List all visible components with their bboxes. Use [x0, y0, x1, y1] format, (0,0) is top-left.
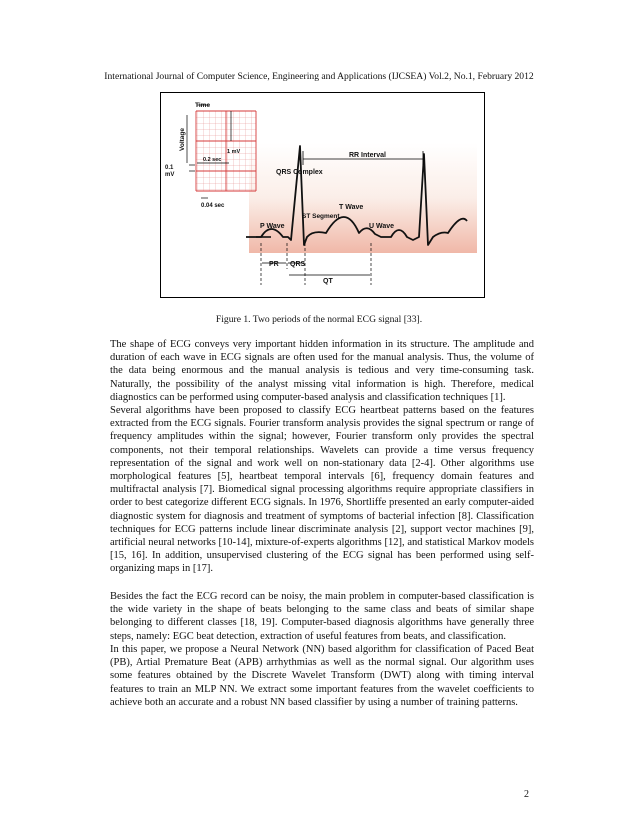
ecg-diagram — [161, 93, 485, 298]
pr-interval-label: PR — [269, 261, 279, 268]
st-segment-label: ST Segment — [302, 213, 340, 220]
page-number: 2 — [524, 789, 529, 800]
rr-interval-label: RR Interval — [349, 152, 386, 159]
one-mv-label: 1 mV — [227, 149, 241, 155]
qrs-duration-label: QRS — [290, 261, 306, 268]
figure-caption: Figure 1. Two periods of the normal ECG signal [33]. — [215, 314, 423, 325]
qrs-complex-label: QRS Complex — [276, 169, 323, 176]
running-header: International Journal of Computer Science, Engineering and Applications (IJCSEA) Vol.2, No.1, February 2012 — [104, 71, 534, 82]
t-wave-label: T Wave — [339, 204, 364, 211]
mv-unit-label: mV — [165, 172, 175, 178]
paragraph-proposed-method: In this paper, we propose a Neural Network (NN) based algorithm for classification of Paced Beat (PB), Artial Premature Beat (APB) arrhythmias as well as the normal signal. Our algorithm uses some features obtained by the Discrete Wavelet Transform (DWT) along with timing interval features to train an MLP NN. We extract some important features from the wavelet coefficients to achieve both an accurate and a robust NN based classifier by using a number of training patterns. — [110, 644, 534, 708]
ecg-figure — [160, 92, 485, 298]
u-wave-label: U Wave — [369, 223, 395, 230]
point-one-label: 0.1 — [165, 165, 174, 171]
paragraph-ecg-shape: The shape of ECG conveys very important hidden information in its structure. The amplitude and duration of each wave in ECG signals are often used for the manual analysis. Thus, the volume of the data being enormous and the manual analysis is tedious and very time-consuming task. Naturally, the possibility of the analyst missing vital information is high. Therefore, medical diagnostics can be performed using computer-based analysis and classification techniques [1]. — [110, 339, 534, 403]
ecg-grid — [196, 111, 256, 191]
paragraph-algorithms: Several algorithms have been proposed to classify ECG heartbeat patterns based on the features extracted from the ECG signals. Fourier transform analysis provides the signal spectrum or range of frequency amplitudes within the signal; however, Fourier transform only provides the spectral components, not their temporal relationships. Wavelets can provide a time versus frequency representation of the signal and work well on non-stationary data [2-4]. Other algorithms use morphological features [5], heartbeat temporal intervals [6], frequency domain features and multifractal analysis [7]. Biomedical signal processing algorithms require appropriate classifiers in order to best categorize different ECG signals. In 1976, Shortliffe presented an early computer-aided diagnostic system for diagnosis and treatment of symptoms of bacterial infection [8]. Classification techniques for ECG patterns include linear discriminate analysis [2], support vector machines [9], artificial neural networks [10-14], mixture-of-experts algorithms [12], and statistical Markov models [15, 16]. In addition, unsupervised clustering of the ECG signal has been performed using self-organizing maps in [17]. — [110, 405, 534, 575]
paragraph-classification-problem: Besides the fact the ECG record can be noisy, the main problem in computer-based classification is the wide variety in the shape of beats belonging to the same class and beats of similar shape belonging to different classes [18, 19]. Computer-based diagnosis algorithms have generally three steps, namely: EGC beat detection, extraction of useful features from beats, and classification. — [110, 591, 534, 642]
voltage-label: Voltage — [179, 128, 186, 151]
qt-interval-label: QT — [323, 278, 333, 285]
point-two-sec-label: 0.2 sec — [203, 157, 222, 163]
p-wave-label: P Wave — [260, 223, 285, 230]
point-zero-four-sec-label: 0.04 sec — [201, 203, 225, 209]
time-label: Time — [195, 102, 211, 109]
